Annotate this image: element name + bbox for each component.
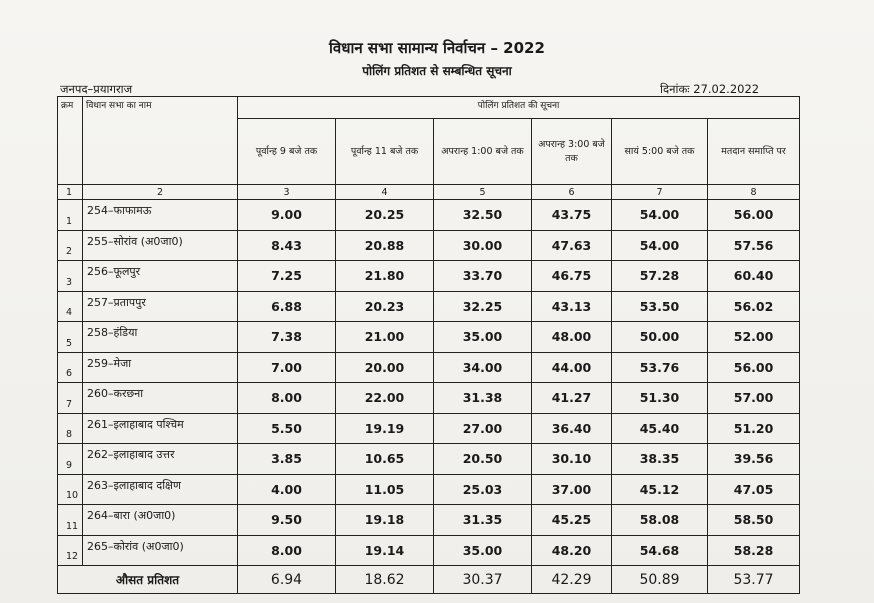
serial-cell: 3 [58,261,83,292]
constituency-cell: 262–इलाहाबाद उत्तर [83,444,238,475]
table-row [58,261,800,292]
constituency-cell: 257–प्रतापपुर [83,291,238,322]
value-cell: 35.00 [434,322,532,353]
value-cell: 35.00 [434,535,532,566]
average-value: 6.94 [238,566,336,594]
table-row [58,291,800,322]
constituency-cell: 254–फाफामऊ [83,200,238,231]
serial-cell: 2 [58,230,83,261]
value-cell: 36.40 [532,413,612,444]
value-cell: 6.88 [238,291,336,322]
value-cell: 43.75 [532,200,612,231]
value-cell: 45.40 [612,413,708,444]
value-cell: 9.00 [238,200,336,231]
value-cell: 31.35 [434,505,532,536]
value-cell: 58.08 [612,505,708,536]
value-cell: 20.50 [434,444,532,475]
constituency-cell: 261–इलाहाबाद पश्चिम [83,413,238,444]
value-cell: 8.00 [238,383,336,414]
value-cell: 54.68 [612,535,708,566]
value-cell: 47.63 [532,230,612,261]
value-cell: 57.00 [708,383,800,414]
value-cell: 39.56 [708,444,800,475]
value-cell: 8.00 [238,535,336,566]
column-number: 2 [83,185,238,200]
value-cell: 46.75 [532,261,612,292]
value-cell: 20.88 [336,230,434,261]
value-cell: 19.14 [336,535,434,566]
average-row [58,566,800,594]
value-cell: 22.00 [336,383,434,414]
time-header: मतदान समाप्ति पर [708,119,800,185]
serial-cell: 10 [58,474,83,505]
value-cell: 31.38 [434,383,532,414]
constituency-cell: 265–कोरांव (अ0जा0) [83,535,238,566]
average-value: 53.77 [708,566,800,594]
polling-info-header: पोलिंग प्रतिशत की सूचना [238,97,800,119]
value-cell: 54.00 [612,230,708,261]
value-cell: 5.50 [238,413,336,444]
constituency-header: विधान सभा का नाम [83,97,238,185]
time-header: सायं 5:00 बजे तक [612,119,708,185]
value-cell: 9.50 [238,505,336,536]
average-value: 30.37 [434,566,532,594]
value-cell: 11.05 [336,474,434,505]
value-cell: 41.27 [532,383,612,414]
table-row [58,444,800,475]
value-cell: 10.65 [336,444,434,475]
constituency-cell: 256–फूलपुर [83,261,238,292]
value-cell: 57.28 [612,261,708,292]
column-number: 5 [434,185,532,200]
serial-cell: 9 [58,444,83,475]
serial-cell: 12 [58,535,83,566]
value-cell: 47.05 [708,474,800,505]
value-cell: 52.00 [708,322,800,353]
table-row [58,322,800,353]
table-row [58,505,800,536]
serial-cell: 4 [58,291,83,322]
column-number: 4 [336,185,434,200]
serial-cell: 11 [58,505,83,536]
column-number: 8 [708,185,800,200]
value-cell: 48.00 [532,322,612,353]
column-number: 7 [612,185,708,200]
constituency-cell: 260–करछना [83,383,238,414]
value-cell: 20.25 [336,200,434,231]
value-cell: 3.85 [238,444,336,475]
value-cell: 58.28 [708,535,800,566]
value-cell: 45.12 [612,474,708,505]
average-value: 42.29 [532,566,612,594]
value-cell: 19.19 [336,413,434,444]
average-value: 50.89 [612,566,708,594]
value-cell: 32.50 [434,200,532,231]
constituency-cell: 255–सोरांव (अ0जा0) [83,230,238,261]
value-cell: 50.00 [612,322,708,353]
value-cell: 43.13 [532,291,612,322]
value-cell: 54.00 [612,200,708,231]
value-cell: 51.30 [612,383,708,414]
document-subtitle: पोलिंग प्रतिशत से सम्बन्धित सूचना [362,64,512,78]
time-header: पूर्वान्ह 11 बजे तक [336,119,434,185]
table-row [58,230,800,261]
district-label: जनपद–प्रयागराज [60,82,133,96]
table-row [58,535,800,566]
constituency-cell: 264–बारा (अ0जा0) [83,505,238,536]
value-cell: 51.20 [708,413,800,444]
value-cell: 21.80 [336,261,434,292]
value-cell: 53.76 [612,352,708,383]
constituency-cell: 258–हंडिया [83,322,238,353]
value-cell: 33.70 [434,261,532,292]
value-cell: 48.20 [532,535,612,566]
value-cell: 45.25 [532,505,612,536]
average-value: 18.62 [336,566,434,594]
value-cell: 25.03 [434,474,532,505]
value-cell: 4.00 [238,474,336,505]
value-cell: 34.00 [434,352,532,383]
value-cell: 21.00 [336,322,434,353]
column-number: 3 [238,185,336,200]
value-cell: 19.18 [336,505,434,536]
value-cell: 37.00 [532,474,612,505]
value-cell: 58.50 [708,505,800,536]
serial-cell: 8 [58,413,83,444]
date-label: दिनांकः 27.02.2022 [660,82,760,96]
header-row [58,97,800,119]
serial-cell: 5 [58,322,83,353]
table-row [58,413,800,444]
time-header: अपरान्ह 3:00 बजे तक [532,119,612,185]
value-cell: 20.23 [336,291,434,322]
serial-cell: 6 [58,352,83,383]
average-label: औसत प्रतिशत [58,566,238,594]
serial-header: क्रम [58,97,83,185]
value-cell: 53.50 [612,291,708,322]
time-header: अपरान्ह 1:00 बजे तक [434,119,532,185]
value-cell: 56.00 [708,200,800,231]
table-row [58,200,800,231]
value-cell: 8.43 [238,230,336,261]
value-cell: 7.00 [238,352,336,383]
value-cell: 32.25 [434,291,532,322]
table-row [58,383,800,414]
value-cell: 30.00 [434,230,532,261]
value-cell: 57.56 [708,230,800,261]
constituency-cell: 263–इलाहाबाद दक्षिण [83,474,238,505]
column-number: 6 [532,185,612,200]
serial-cell: 1 [58,200,83,231]
value-cell: 38.35 [612,444,708,475]
value-cell: 27.00 [434,413,532,444]
polling-table [57,96,800,594]
value-cell: 7.25 [238,261,336,292]
value-cell: 7.38 [238,322,336,353]
value-cell: 56.00 [708,352,800,383]
table-row [58,474,800,505]
table-row [58,352,800,383]
time-header: पूर्वान्ह 9 बजे तक [238,119,336,185]
column-number: 1 [58,185,83,200]
serial-cell: 7 [58,383,83,414]
document-title: विधान सभा सामान्य निर्वाचन – 2022 [329,39,545,57]
table-body [58,97,800,594]
value-cell: 56.02 [708,291,800,322]
value-cell: 30.10 [532,444,612,475]
value-cell: 44.00 [532,352,612,383]
value-cell: 20.00 [336,352,434,383]
constituency-cell: 259–मेजा [83,352,238,383]
column-number-row [58,185,800,200]
value-cell: 60.40 [708,261,800,292]
